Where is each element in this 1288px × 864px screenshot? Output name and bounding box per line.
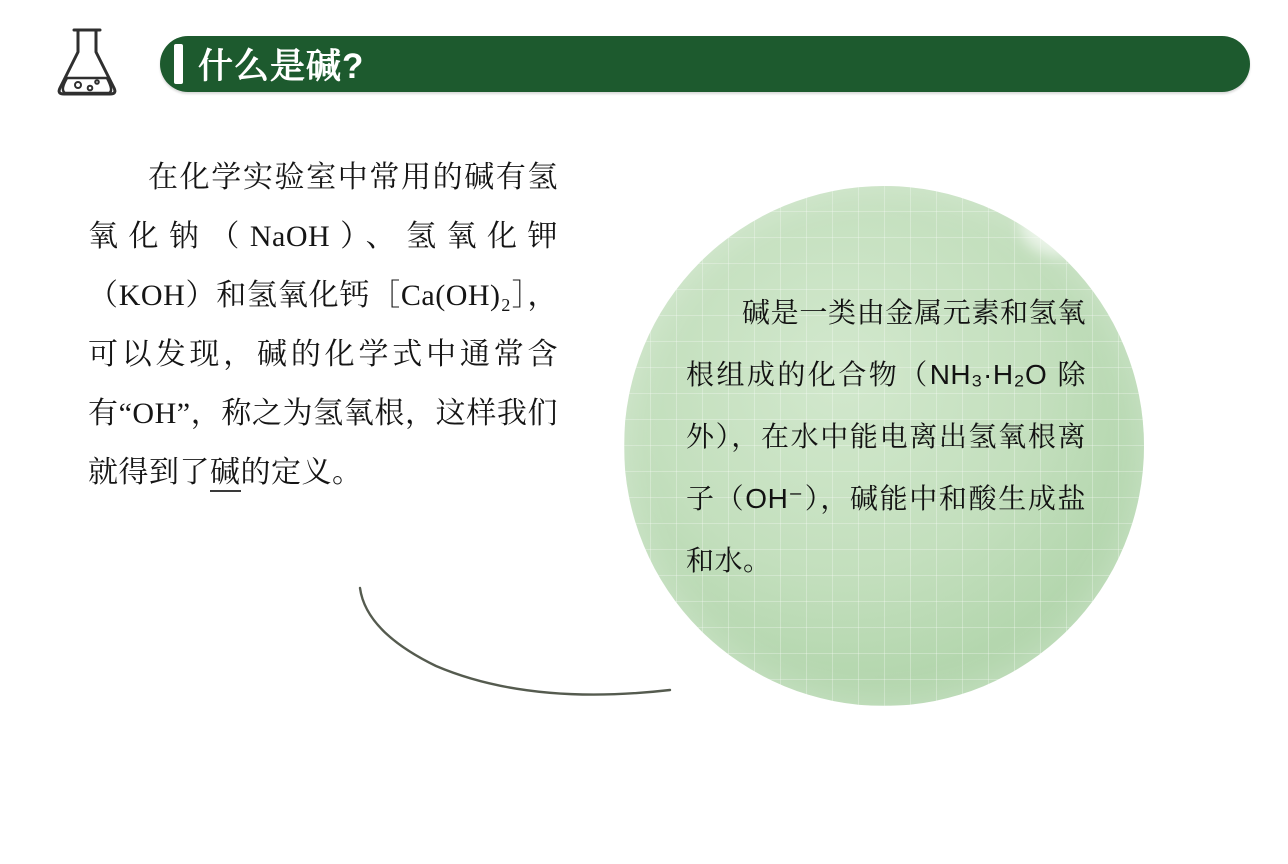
page-header	[0, 0, 1288, 120]
keyword-jian: 碱	[210, 456, 241, 492]
paragraph-text-part1: 在化学实验室中常用的碱有氢氧化钠（NaOH）、氢氧化钾（KOH）和氢氧化钙［Ca(OH)₂］，可以发现，碱的化学式中通常含有“OH”，称之为氢氧根，这样我们就得到了	[88, 161, 558, 489]
callout-connector-line	[340, 580, 720, 720]
paragraph-text-part2: 的定义。	[240, 456, 363, 489]
body-paragraph	[88, 148, 558, 502]
definition-text: 碱是一类由金属元素和氢氧根组成的化合物（NH₃·H₂O 除外），在水中能电离出氢氧根离子（OH⁻），碱能中和酸生成盐和水。	[686, 297, 1086, 576]
section-title-bar	[160, 36, 1250, 92]
flask-icon	[52, 26, 126, 98]
definition-callout-bubble	[624, 186, 1144, 706]
paper-smudge	[1020, 192, 1098, 256]
page-title: 什么是碱?	[198, 47, 365, 86]
